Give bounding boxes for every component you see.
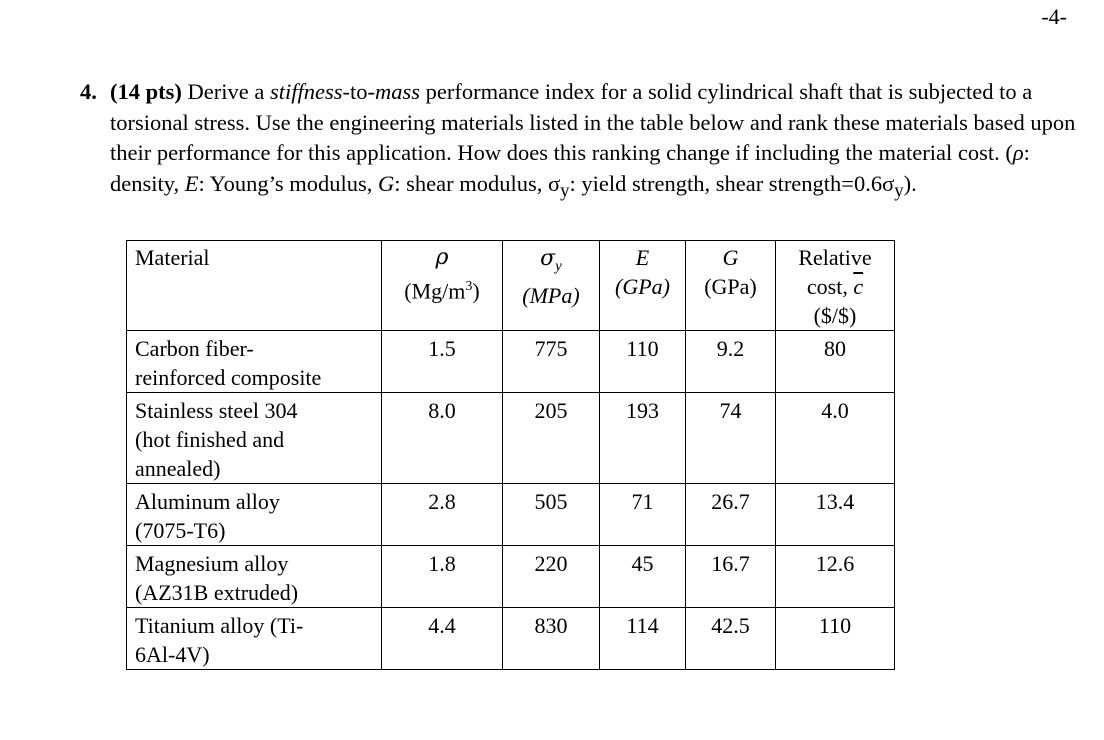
youngs-modulus-cell: 114 (600, 608, 686, 670)
unit-part: (Mg/m (404, 278, 466, 304)
table-header-row (127, 241, 895, 331)
material-cell (127, 608, 382, 670)
youngs-modulus-cell: 71 (600, 484, 686, 546)
youngs-modulus-cell: 193 (600, 393, 686, 484)
problem-text-part: : density, (110, 140, 1030, 196)
header-density (382, 241, 503, 331)
header-cost-line2 (780, 272, 890, 301)
material-cell (127, 393, 382, 484)
problem-number: 4. (80, 79, 97, 104)
material-name-line: (7075-T6) (135, 518, 226, 543)
subscript-y: y (560, 180, 570, 201)
shear-modulus-cell: 42.5 (686, 608, 776, 670)
symbol-G: G (377, 170, 395, 196)
header-rho-unit (386, 272, 498, 305)
yield-strength-cell: 775 (503, 331, 600, 393)
yield-strength-cell: 505 (503, 484, 600, 546)
cost-symbol: $\overline{c}$ (853, 274, 864, 299)
header-G-symbol: G (722, 245, 739, 270)
density-cell: 1.8 (382, 546, 503, 608)
table-row (127, 546, 895, 608)
table-row (127, 393, 895, 484)
relative-cost-cell: 13.4 (776, 484, 895, 546)
relative-cost-cell: 12.6 (776, 546, 895, 608)
sigma-subscript: y (555, 258, 562, 275)
symbol-E: E (184, 170, 199, 196)
cost-label: cost, (806, 274, 854, 299)
header-youngs-modulus (600, 241, 686, 331)
material-name-line: Titanium alloy (Ti- (135, 613, 304, 638)
yield-strength-cell: 220 (503, 546, 600, 608)
material-cell (127, 484, 382, 546)
header-sigma-symbol (507, 243, 595, 281)
shear-modulus-cell: 74 (686, 393, 776, 484)
header-rho-symbol: ρ (435, 245, 449, 270)
header-material-label: Material (135, 245, 210, 270)
header-E-symbol: E (635, 245, 650, 270)
shear-modulus-cell: 16.7 (686, 546, 776, 608)
header-G-unit: (GPa) (704, 274, 757, 299)
symbol-rho: ρ (1012, 140, 1024, 165)
term-stiffness: stiffness (269, 79, 343, 104)
yield-strength-cell: 205 (503, 393, 600, 484)
header-cost-unit: ($/$) (813, 303, 857, 328)
material-name-line: Magnesium alloy (135, 551, 289, 576)
material-name-line: (AZ31B extruded) (135, 580, 299, 605)
density-cell: 8.0 (382, 393, 503, 484)
relative-cost-cell: 110 (776, 608, 895, 670)
problem-text-part: : shear modulus, σ (394, 170, 561, 196)
table-row (127, 608, 895, 670)
density-cell: 1.5 (382, 331, 503, 393)
problem-text-part: : yield strength, shear strength=0.6σ (569, 170, 895, 196)
header-material (127, 241, 382, 331)
material-cell (127, 331, 382, 393)
problem-text-part: : Young’s modulus, (198, 170, 378, 196)
problem-text-part: ). (903, 170, 917, 196)
material-name-line: (hot finished and (135, 427, 285, 452)
subscript-y: y (894, 180, 904, 201)
problem-text-part: Derive a (181, 79, 270, 104)
material-name-line: Stainless steel 304 (135, 398, 298, 423)
problem-points: (14 pts) (110, 79, 182, 104)
header-cost-line1: Relative (798, 245, 872, 270)
density-cell: 2.8 (382, 484, 503, 546)
material-name-line: Aluminum alloy (135, 489, 280, 514)
youngs-modulus-cell: 45 (600, 546, 686, 608)
unit-superscript: 3 (465, 279, 473, 294)
material-name-line: annealed) (135, 456, 221, 481)
shear-modulus-cell: 26.7 (686, 484, 776, 546)
problem-text (110, 77, 1090, 207)
material-name-line: Carbon fiber- (135, 336, 254, 361)
page-number: -4- (1041, 4, 1067, 29)
material-cell (127, 546, 382, 608)
material-name-line: reinforced composite (135, 365, 322, 390)
table-row (127, 484, 895, 546)
term-mass: mass (374, 79, 420, 104)
relative-cost-cell: 80 (776, 331, 895, 393)
header-sigma-unit: (MPa) (522, 283, 580, 309)
sigma-letter: σ (540, 246, 556, 271)
problem-statement (80, 77, 1090, 207)
relative-cost-cell: 4.0 (776, 393, 895, 484)
youngs-modulus-cell: 110 (600, 331, 686, 393)
table-row (127, 331, 895, 393)
header-relative-cost (776, 241, 895, 331)
shear-modulus-cell: 9.2 (686, 331, 776, 393)
header-yield-strength (503, 241, 600, 331)
problem-text-part: performance index for a solid cylindrical shaft that is subjected to a torsional stress. Use the engineering materials listed in the table below and rank these materials based upon their performance for this application. How does this ranking change if including the material cost. ( (110, 79, 1076, 165)
problem-text-part: -to- (342, 79, 375, 104)
material-name-line: 6Al-4V) (135, 642, 210, 667)
header-E-unit: (GPa) (615, 274, 670, 299)
unit-part: ) (472, 278, 480, 304)
density-cell: 4.4 (382, 608, 503, 670)
header-shear-modulus (686, 241, 776, 331)
yield-strength-cell: 830 (503, 608, 600, 670)
materials-table (126, 240, 895, 670)
